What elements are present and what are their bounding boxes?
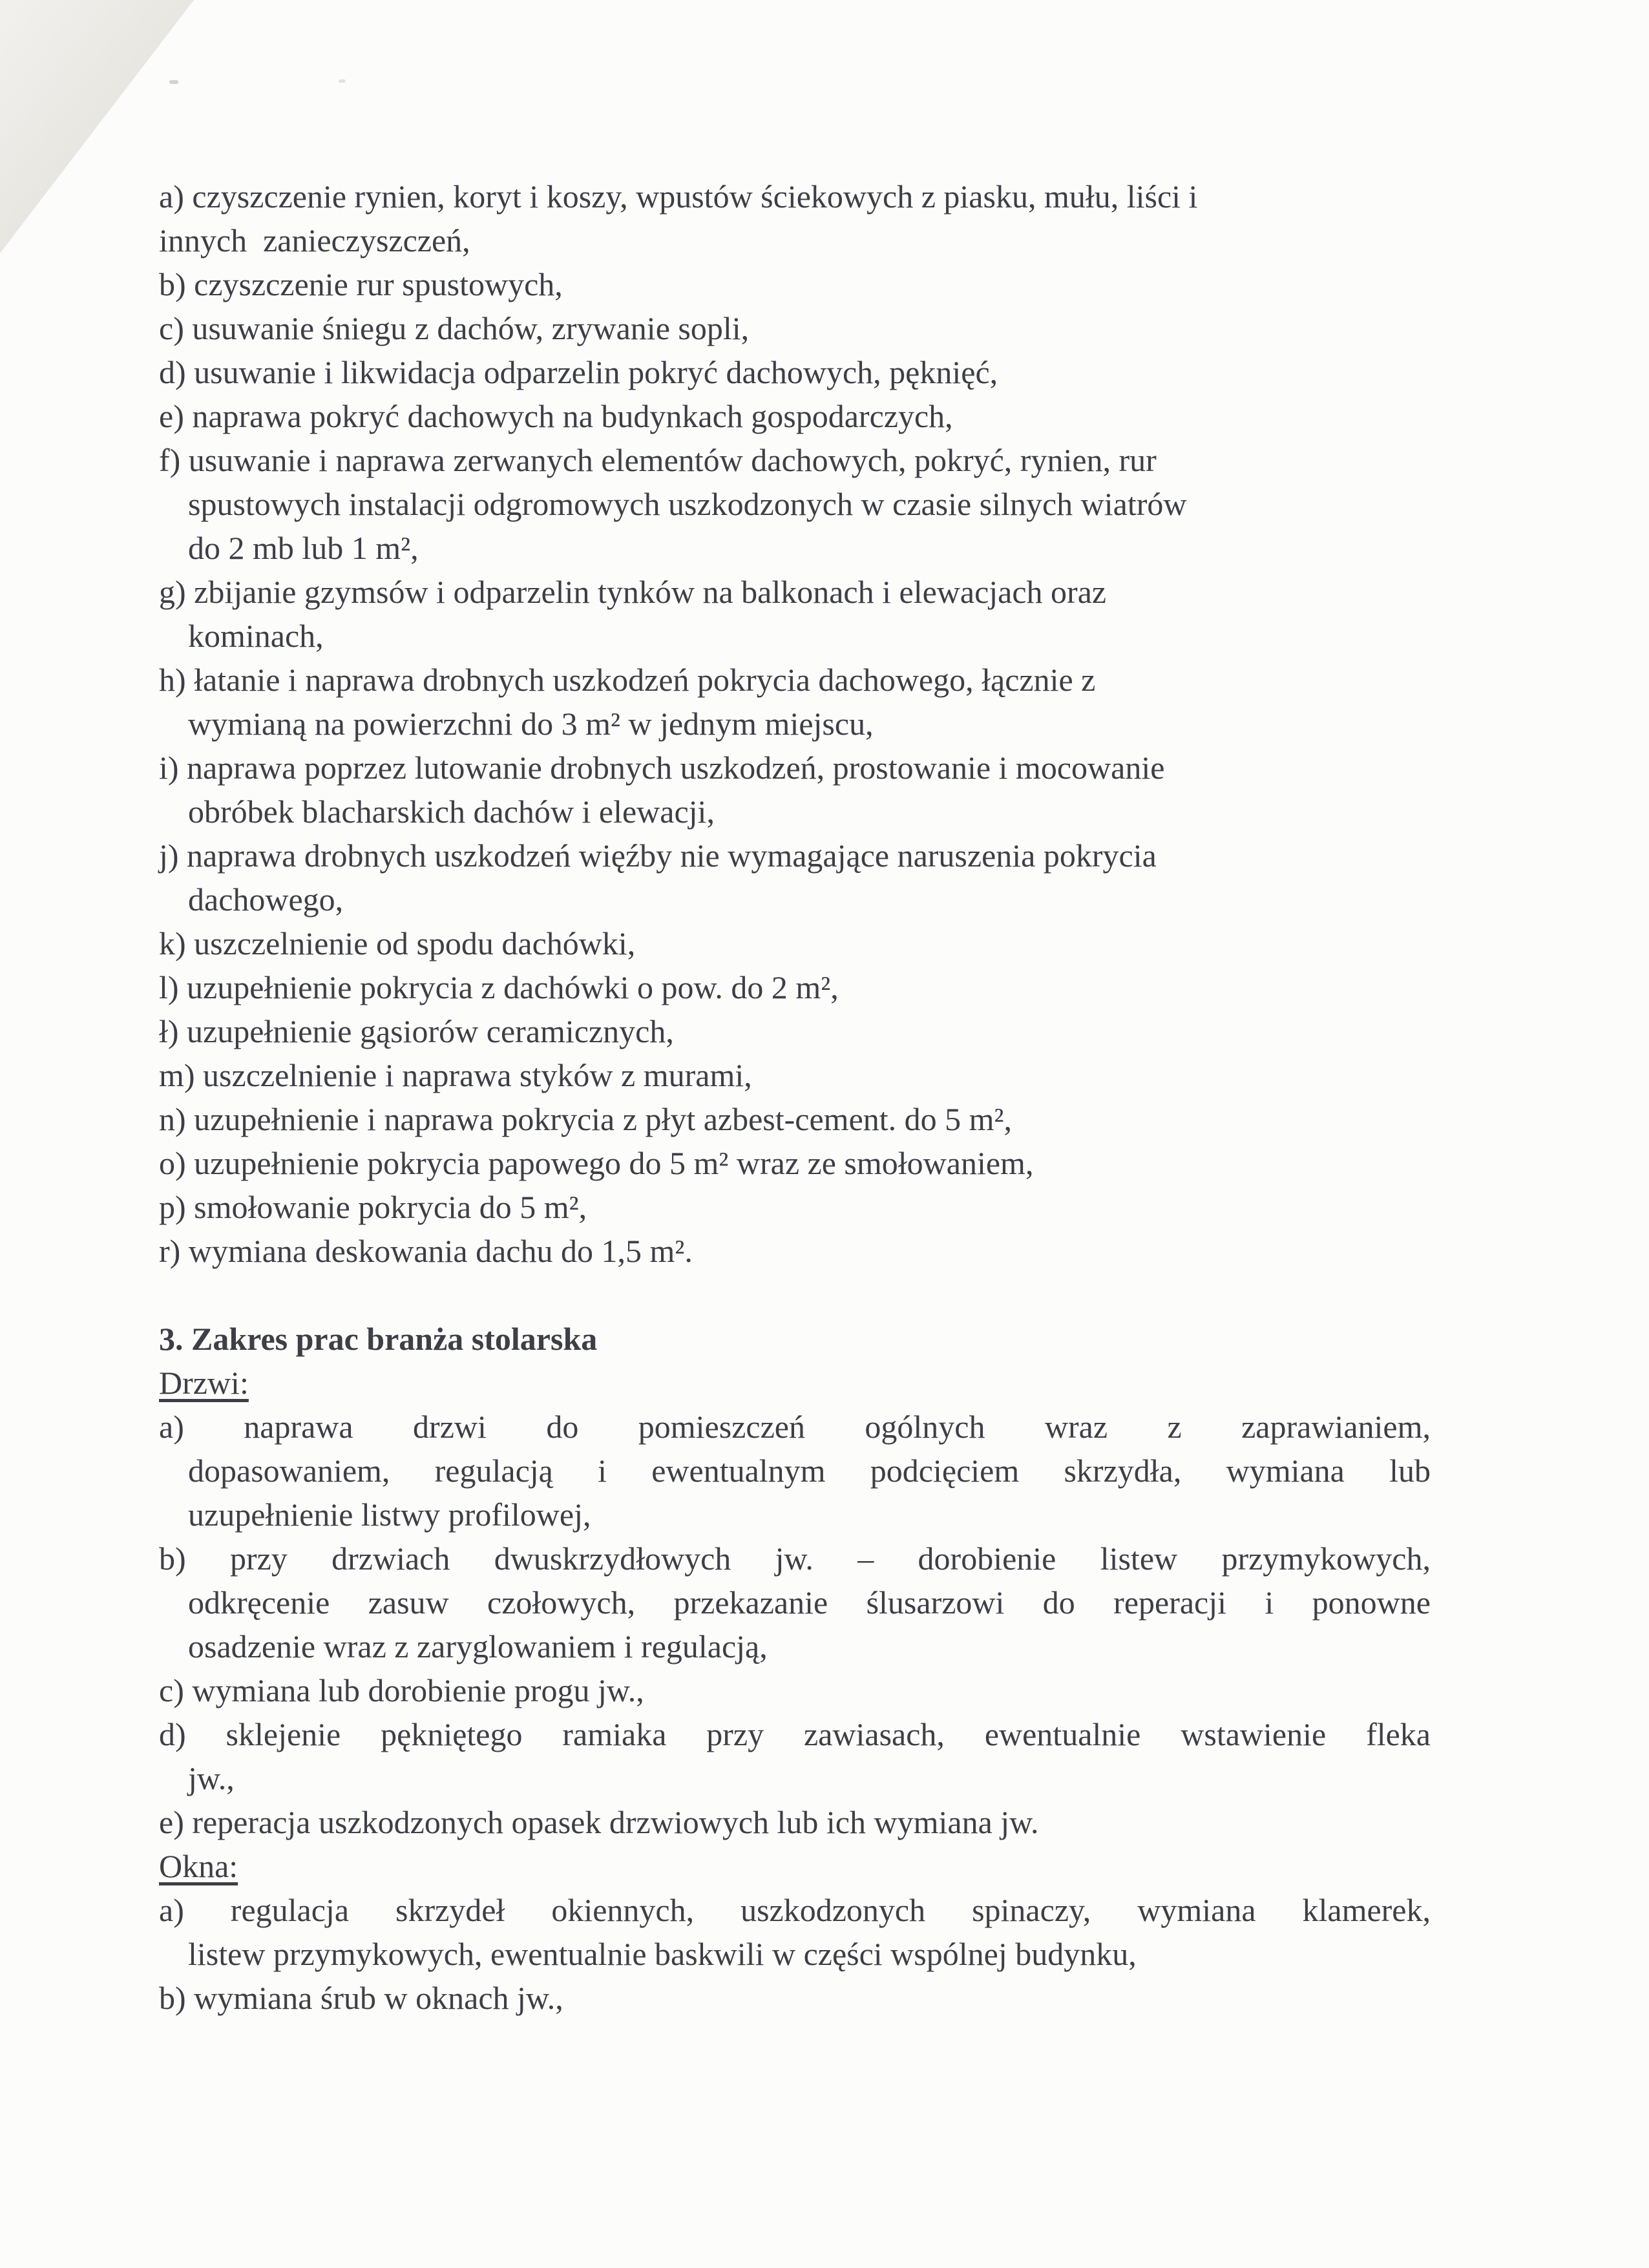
text-line: b) czyszczenie rur spustowych, — [159, 266, 563, 302]
windows-tasks-list — [159, 1888, 1431, 2020]
list-item — [159, 262, 1431, 306]
text-line: r) wymiana deskowania dachu do 1,5 m². — [159, 1233, 693, 1269]
list-item — [159, 1097, 1431, 1141]
list-item — [159, 1185, 1431, 1229]
text-line: ł) uzupełnienie gąsiorów ceramicznych, — [159, 1013, 674, 1049]
list-item — [159, 921, 1431, 965]
text-line: f) usuwanie i naprawa zerwanych elementów dachowych, pokryć, rynien, rur — [159, 442, 1157, 478]
text-line: listew przymykowych, ewentualnie baskwili w części wspólnej budynku, — [188, 1936, 1137, 1972]
text-line: k) uszczelnienie od spodu dachówki, — [159, 925, 636, 961]
text-line: a) regulacja skrzydeł okiennych, uszkodzonych spinaczy, wymiana klamerek, — [159, 1892, 1431, 1928]
text-line: e) reperacja uszkodzonych opasek drzwiowych lub ich wymiana jw. — [159, 1804, 1039, 1840]
section-heading: 3. Zakres prac branża stolarska — [159, 1321, 598, 1357]
text-line: h) łatanie i naprawa drobnych uszkodzeń pokrycia dachowego, łącznie z — [159, 662, 1096, 698]
text-line: kominach, — [188, 618, 324, 654]
list-item — [159, 746, 1431, 834]
text-line: b) przy drzwiach dwuskrzydłowych jw. – dorobienie listew przymykowych, — [159, 1540, 1431, 1577]
scan-speckle — [339, 79, 346, 83]
windows-label: Okna: — [159, 1848, 238, 1884]
text-line: osadzenie wraz z zaryglowaniem i regulacją, — [188, 1628, 768, 1664]
list-item — [159, 174, 1431, 262]
text-line: spustowych instalacji odgromowych uszkodzonych w czasie silnych wiatrów — [188, 486, 1187, 522]
doors-tasks-list — [159, 1405, 1431, 1844]
list-item — [159, 1668, 1431, 1712]
text-line: dachowego, — [188, 881, 344, 918]
text-line: a) czyszczenie rynien, koryt i koszy, wpustów ściekowych z piasku, mułu, liści i — [159, 178, 1198, 215]
scan-speckle — [169, 80, 178, 84]
text-line: b) wymiana śrub w oknach jw., — [159, 1980, 563, 2016]
text-line: c) wymiana lub dorobienie progu jw., — [159, 1672, 644, 1708]
text-line: j) naprawa drobnych uszkodzeń więźby nie wymagające naruszenia pokrycia — [159, 837, 1157, 874]
text-line: g) zbijanie gzymsów i odparzelin tynków na balkonach i elewacjach oraz — [159, 574, 1107, 610]
roofing-tasks-list — [159, 174, 1431, 1273]
text-line: o) uzupełnienie pokrycia papowego do 5 m² wraz ze smołowaniem, — [159, 1145, 1034, 1181]
text-line: do 2 mb lub 1 m², — [188, 530, 419, 566]
blank-line — [159, 1273, 1431, 1317]
list-item — [159, 965, 1431, 1009]
text-line: i) naprawa poprzez lutowanie drobnych uszkodzeń, prostowanie i mocowanie — [159, 750, 1165, 786]
text-line: c) usuwanie śniegu z dachów, zrywanie sopli, — [159, 310, 750, 346]
list-item — [159, 350, 1431, 394]
text-line: d) usuwanie i likwidacja odparzelin pokryć dachowych, pęknięć, — [159, 354, 998, 390]
list-item — [159, 1537, 1431, 1668]
text-line: wymianą na powierzchni do 3 m² w jednym miejscu, — [188, 706, 874, 742]
text-line: n) uzupełnienie i naprawa pokrycia z płyt azbest-cement. do 5 m², — [159, 1101, 1013, 1137]
list-item — [159, 570, 1431, 658]
list-item — [159, 1405, 1431, 1537]
text-line: d) sklejenie pękniętego ramiaka przy zawiasach, ewentualnie wstawienie fleka — [159, 1716, 1431, 1752]
list-item — [159, 1053, 1431, 1097]
document-text — [159, 174, 1431, 2020]
text-line: innych zanieczyszczeń, — [159, 222, 470, 258]
text-line: obróbek blacharskich dachów i elewacji, — [188, 793, 715, 830]
text-line: jw., — [188, 1760, 235, 1796]
list-item — [159, 1229, 1431, 1273]
list-item — [159, 438, 1431, 570]
list-item — [159, 1800, 1431, 1844]
list-item — [159, 394, 1431, 438]
list-item — [159, 1712, 1431, 1800]
text-line: dopasowaniem, regulacją i ewentualnym podcięciem skrzydła, wymiana lub — [188, 1453, 1431, 1489]
text-line: m) uszczelnienie i naprawa styków z murami, — [159, 1057, 752, 1093]
list-item — [159, 834, 1431, 921]
text-line: odkręcenie zasuw czołowych, przekazanie ślusarzowi do reperacji i ponowne — [188, 1584, 1431, 1621]
list-item — [159, 306, 1431, 350]
text-line: e) naprawa pokryć dachowych na budynkach gospodarczych, — [159, 398, 953, 434]
text-line: l) uzupełnienie pokrycia z dachówki o pow. do 2 m², — [159, 969, 839, 1005]
list-item — [159, 1976, 1431, 2020]
list-item — [159, 1009, 1431, 1053]
text-line: uzupełnienie listwy profilowej, — [188, 1496, 591, 1533]
doors-label: Drzwi: — [159, 1365, 249, 1401]
text-line: a) naprawa drzwi do pomieszczeń ogólnych wraz z zaprawianiem, — [159, 1409, 1431, 1445]
text-line: p) smołowanie pokrycia do 5 m², — [159, 1189, 587, 1225]
list-item — [159, 1141, 1431, 1185]
list-item — [159, 1888, 1431, 1976]
list-item — [159, 658, 1431, 746]
